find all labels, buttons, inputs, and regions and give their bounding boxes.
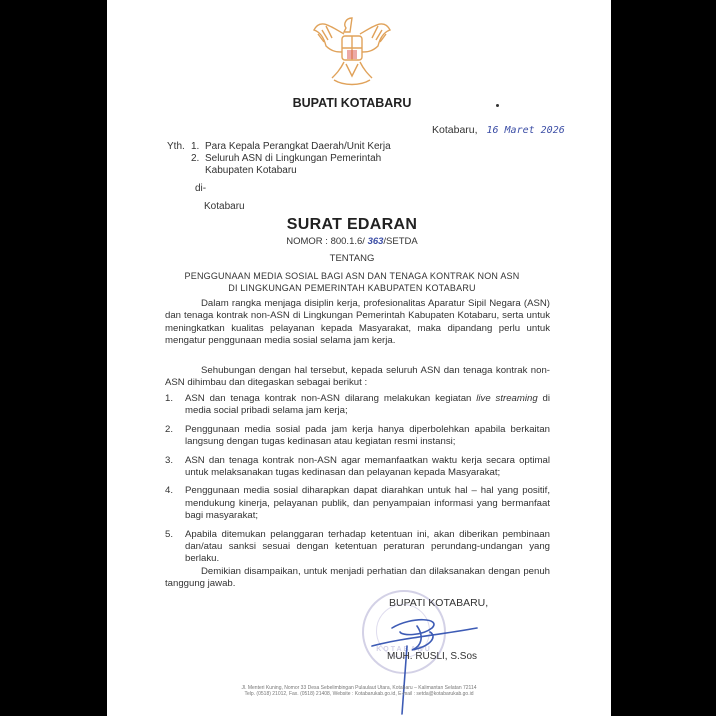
issuer-title: BUPATI KOTABARU: [292, 96, 412, 110]
ink-dot: [496, 104, 499, 107]
recipient-text: Seluruh ASN di Lingkungan Pemerintah: [205, 153, 382, 164]
nomor-suffix: /SETDA: [383, 236, 418, 247]
document-page: [107, 0, 611, 716]
list-number: 1.: [165, 393, 174, 404]
recipient-row: [167, 141, 391, 153]
paragraph-text: Dalam rangka menjaga disiplin kerja, profesionalitas Aparatur Sipil Negara (ASN) dan tenaga kontrak non-ASN di Lingkungan Pemerintah Kabupaten Kotabaru, serta untuk meningkatkan kualitas pelayanan kepada Masyarakat, maka dipandang perlu untuk mengatur penggunaan media sosial selama jam kerja.: [165, 298, 550, 347]
recipient-text: Para Kepala Perangkat Daerah/Unit Kerja: [205, 141, 391, 152]
place: Kotabaru,: [432, 124, 478, 136]
recipient-row: [167, 153, 391, 165]
list-item: [165, 455, 550, 480]
recipient-number: 2.: [191, 153, 200, 164]
place-date: [432, 124, 565, 136]
letter-subject: [107, 270, 597, 294]
paragraph-intro: [165, 298, 550, 348]
list-item: [165, 485, 550, 522]
recipients-block: [167, 141, 391, 213]
list-text: Penggunaan media sosial pada jam kerja hanya diperbolehkan apabila berkaitan langsung dengan tugas kedinasan atau kegiatan resmi instansi;: [185, 423, 550, 448]
paragraph-closing: [165, 566, 550, 591]
subject-line-1: PENGGUNAAN MEDIA SOSIAL BAGI ASN DAN TENAGA KONTRAK NON ASN: [184, 271, 520, 281]
recipient-row: [167, 165, 391, 177]
letter-number: [107, 236, 597, 247]
list-number: 2.: [165, 423, 174, 435]
tentang-label: TENTANG: [329, 253, 375, 264]
letter-title: SURAT EDARAN: [286, 216, 418, 233]
list-number: 5.: [165, 528, 174, 540]
list-text: Apabila ditemukan pelanggaran terhadap ketentuan ini, akan diberikan pembinaan dan/atau sanksi sesuai dengan ketentuan peraturan perundang-undangan yang berlaku.: [185, 528, 550, 565]
paragraph-text: Sehubungan dengan hal tersebut, kepada seluruh ASN dan tenaga kontrak non-ASN dihimbau dan ditegaskan sebagai berikut :: [165, 365, 550, 389]
list-item: [165, 424, 550, 449]
destination: Kotabaru: [204, 201, 245, 212]
list-text: ASN dan tenaga kontrak non-ASN dilarang melakukan kegiatan live streaming di media social pribadi selama jam kerja;: [185, 393, 551, 417]
nomor-prefix: NOMOR : 800.1.6/: [286, 236, 368, 247]
paragraph-instruction: [165, 365, 550, 390]
nomor-handwritten: 363: [367, 236, 384, 247]
yth-label: Yth.: [167, 141, 185, 152]
list-text: Penggunaan media sosial diharapkan dapat diarahkan untuk hal – hal yang positif, mendukung kinerja, pelayanan publik, dan penyampaian informasi yang bermanfaat bagi masyarakat;: [185, 485, 550, 522]
list-number: 3.: [165, 454, 174, 466]
signatory-name: MUH. RUSLI, S.Sos: [387, 651, 478, 662]
list-text: ASN dan tenaga kontrak non-ASN agar memanfaatkan waktu kerja secara optimal untuk melaksanakan tugas kedinasan dan pelayanan kepada Masyarakat;: [185, 454, 550, 479]
recipient-text: Kabupaten Kotabaru: [205, 165, 297, 176]
list-item: [165, 529, 550, 566]
recipient-number: 1.: [191, 141, 200, 152]
handwritten-date: 16 Maret 2026: [486, 125, 565, 136]
di-label: di-: [195, 183, 207, 194]
garuda-emblem-icon: [310, 12, 394, 90]
signatory-title: BUPATI KOTABARU,: [389, 597, 489, 609]
stamp-text: KOTABARU: [376, 646, 432, 653]
footer-contact: Telp. (0518) 21012, Fax. (0518) 21408, Website : Kotabarukab.go.id, E-mail : setda@kotabarukab.go.id: [244, 691, 474, 697]
paragraph-text: Demikian disampaikan, untuk menjadi perhatian dan dilaksanakan dengan penuh tanggung jawab.: [165, 566, 550, 590]
list-item: [165, 393, 550, 418]
letterhead-footer: [107, 685, 611, 697]
subject-line-2: DI LINGKUNGAN PEMERINTAH KABUPATEN KOTABARU: [228, 283, 476, 293]
footer-address: Jl. Menteri Kuning, Nomor 33 Desa Sebelimbingan Pulaulaut Utara, Kotabaru – Kalimantan Selatan 72114: [241, 685, 477, 691]
list-number: 4.: [165, 485, 174, 497]
directive-list: [165, 393, 550, 572]
